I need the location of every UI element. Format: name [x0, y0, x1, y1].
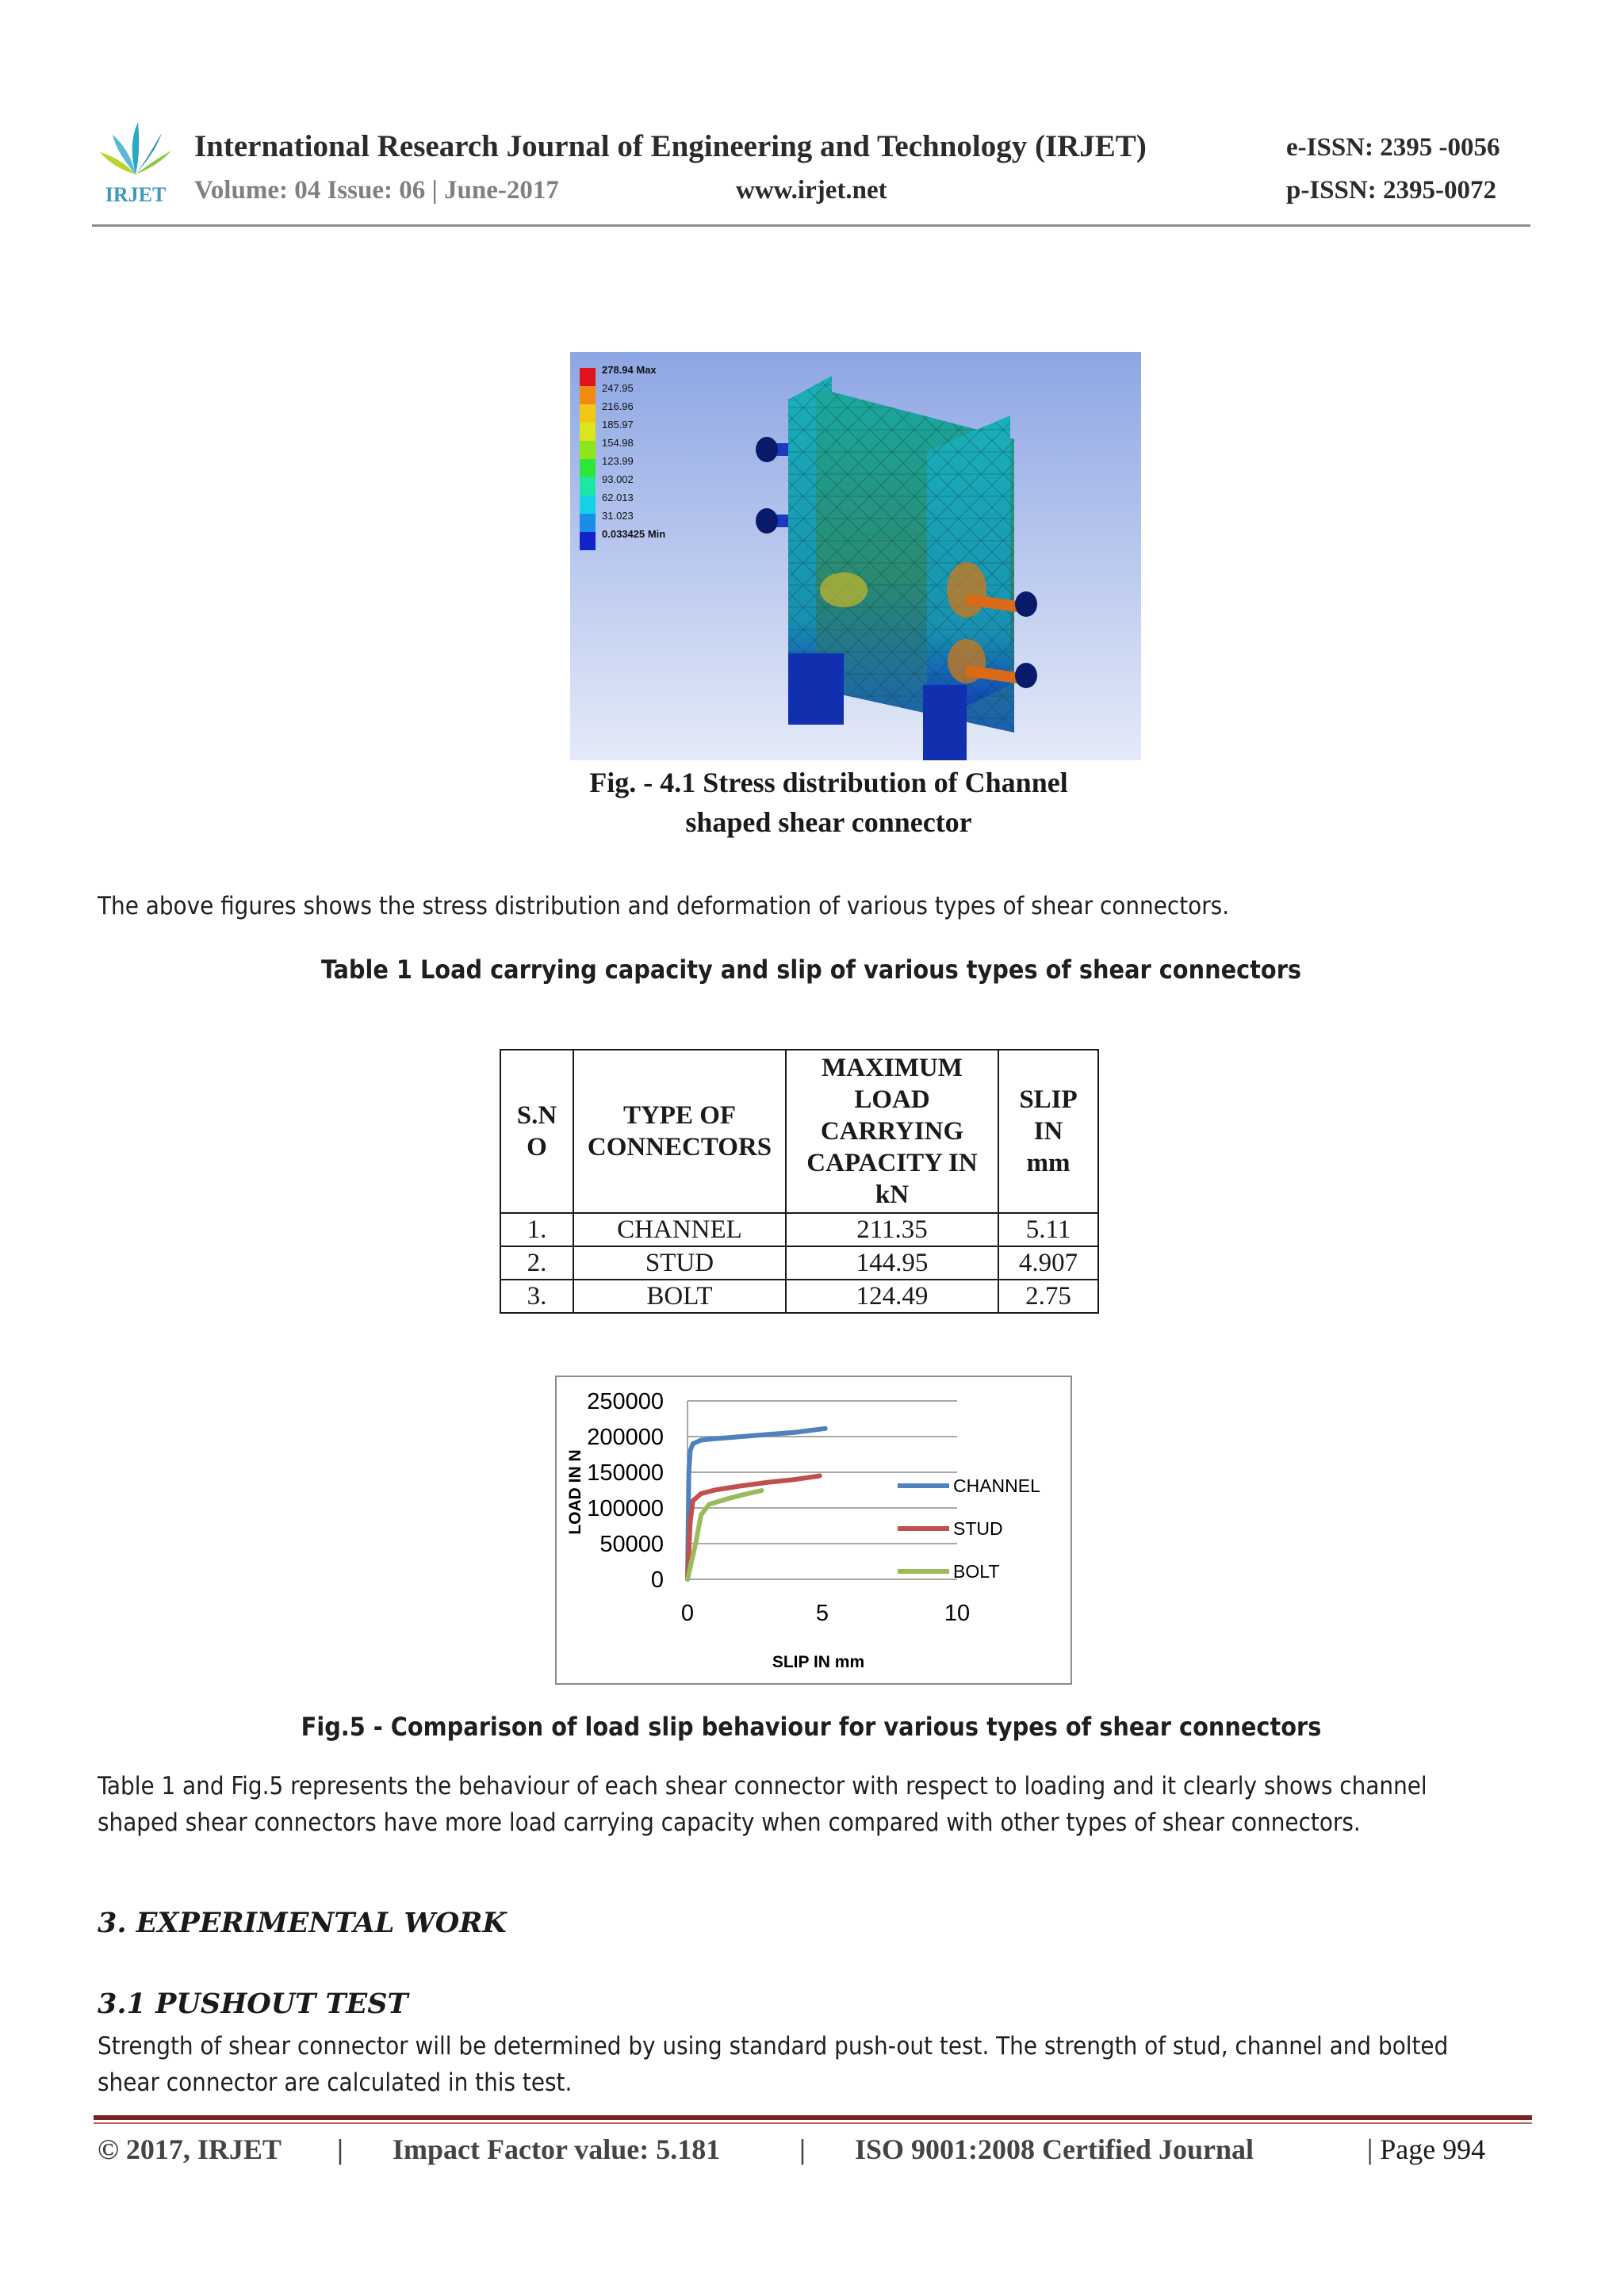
legend-value: 154.98	[602, 437, 634, 449]
legend-value: 62.013	[602, 492, 634, 503]
cell-slip: 4.907	[998, 1246, 1098, 1280]
table-row	[500, 1213, 1098, 1246]
cell-type: STUD	[573, 1246, 786, 1280]
cell-sno: 3.	[500, 1280, 573, 1313]
chart-svg	[557, 1377, 1071, 1683]
header-divider	[92, 224, 1530, 227]
legend-swatch	[580, 477, 596, 496]
x-axis-label: SLIP IN mm	[772, 1653, 865, 1671]
y-tick-label: 250000	[587, 1389, 664, 1414]
footer-separator: |	[337, 2133, 343, 2165]
y-axis-label: LOAD IN N	[566, 1449, 584, 1535]
paragraph-3-line: shear connector are calculated in this test.	[98, 2068, 573, 2097]
paragraph-3	[98, 2028, 1525, 2101]
figure-4-1-caption-line1: Fig. - 4.1 Stress distribution of Channel	[589, 767, 1068, 798]
legend-value: 216.96	[602, 400, 634, 412]
cell-capacity: 144.95	[786, 1246, 998, 1280]
paragraph-1: The above figures shows the stress distribution and deformation of various types of shear connectors.	[98, 892, 1230, 920]
irjet-logo	[92, 113, 179, 208]
cell-slip: 5.11	[998, 1213, 1098, 1246]
paragraph-2	[98, 1768, 1525, 1841]
figure-4-1-caption	[508, 763, 1150, 842]
x-tick-label: 10	[944, 1601, 971, 1626]
figure-5-caption: Fig.5 - Comparison of load slip behaviour for various types of shear connectors	[301, 1712, 1322, 1742]
series-line-bolt	[688, 1490, 762, 1579]
y-tick-label: 50000	[599, 1532, 664, 1557]
y-tick-label: 200000	[587, 1425, 664, 1450]
cell-type: BOLT	[573, 1280, 786, 1313]
header-slip: SLIP IN mm	[998, 1050, 1098, 1213]
paragraph-2-line: Table 1 and Fig.5 represents the behaviour of each shear connector with respect to loading and it clearly shows channel	[98, 1772, 1427, 1800]
p-issn: p-ISSN: 2395-0072	[1286, 176, 1496, 205]
legend-swatch	[580, 404, 596, 423]
legend-label-bolt: BOLT	[953, 1561, 1000, 1582]
legend-swatch	[580, 368, 596, 386]
section-3-heading: 3. EXPERIMENTAL WORK	[98, 1907, 507, 1939]
legend-swatch	[580, 514, 596, 532]
legend-swatch	[580, 532, 596, 550]
load-slip-table	[500, 1049, 1099, 1314]
stress-distribution-figure	[570, 352, 1141, 760]
journal-title: International Research Journal of Engineering and Technology (IRJET)	[194, 129, 1147, 163]
load-slip-chart	[555, 1376, 1072, 1685]
header-sno: S.N O	[500, 1050, 573, 1213]
legend-swatch	[580, 441, 596, 459]
legend-swatch	[580, 496, 596, 514]
legend-value: 185.97	[602, 419, 634, 430]
website-link[interactable]: www.irjet.net	[736, 176, 887, 205]
x-tick-label: 5	[815, 1601, 829, 1626]
paragraph-3-line: Strength of shear connector will be determined by using standard push-out test. The strength of stud, channel and bolted	[98, 2032, 1449, 2061]
footer-page-number: | Page 994	[1367, 2133, 1486, 2165]
legend-swatch	[580, 386, 596, 404]
legend-value: 123.99	[602, 455, 634, 467]
legend-value: 0.033425 Min	[602, 528, 666, 540]
section-3-1-heading: 3.1 PUSHOUT TEST	[98, 1988, 408, 2020]
table-1-caption: Table 1 Load carrying capacity and slip of various types of shear connectors	[320, 955, 1302, 985]
y-tick-label: 0	[650, 1567, 664, 1593]
footer-impact-factor: Impact Factor value: 5.181	[393, 2133, 721, 2165]
footer-separator: |	[799, 2133, 806, 2165]
cell-slip: 2.75	[998, 1280, 1098, 1313]
header-type: TYPE OF CONNECTORS	[573, 1050, 786, 1213]
cell-capacity: 211.35	[786, 1213, 998, 1246]
cell-sno: 2.	[500, 1246, 573, 1280]
legend-swatch	[580, 423, 596, 441]
cell-capacity: 124.49	[786, 1280, 998, 1313]
e-issn: e-ISSN: 2395 -0056	[1286, 133, 1500, 162]
table-row	[500, 1280, 1098, 1313]
legend-value: 247.95	[602, 382, 634, 394]
figure-4-1-caption-line2: shaped shear connector	[685, 806, 972, 838]
y-tick-label: 150000	[587, 1460, 664, 1486]
cell-sno: 1.	[500, 1213, 573, 1246]
legend-value: 278.94 Max	[602, 364, 657, 376]
legend-swatch	[580, 459, 596, 477]
paragraph-2-line: shaped shear connectors have more load carrying capacity when compared with other types of shear connectors.	[98, 1808, 1361, 1837]
footer-copyright: © 2017, IRJET	[98, 2133, 282, 2165]
legend-label-channel: CHANNEL	[953, 1475, 1040, 1496]
header-capacity: MAXIMUM LOAD CARRYING CAPACITY IN kN	[786, 1050, 998, 1213]
cell-type: CHANNEL	[573, 1213, 786, 1246]
footer-iso: ISO 9001:2008 Certified Journal	[855, 2133, 1254, 2165]
footer-divider	[94, 2115, 1532, 2120]
logo-text: IRJET	[105, 183, 167, 206]
y-tick-label: 100000	[587, 1496, 664, 1521]
volume-issue: Volume: 04 Issue: 06 | June-2017	[194, 176, 559, 205]
footer-divider-thin	[94, 2122, 1532, 2124]
legend-label-stud: STUD	[953, 1518, 1003, 1539]
table-row	[500, 1246, 1098, 1280]
table-header-row	[500, 1050, 1098, 1213]
legend-value: 31.023	[602, 510, 634, 522]
x-tick-label: 0	[680, 1601, 695, 1626]
legend-value: 93.002	[602, 473, 634, 485]
